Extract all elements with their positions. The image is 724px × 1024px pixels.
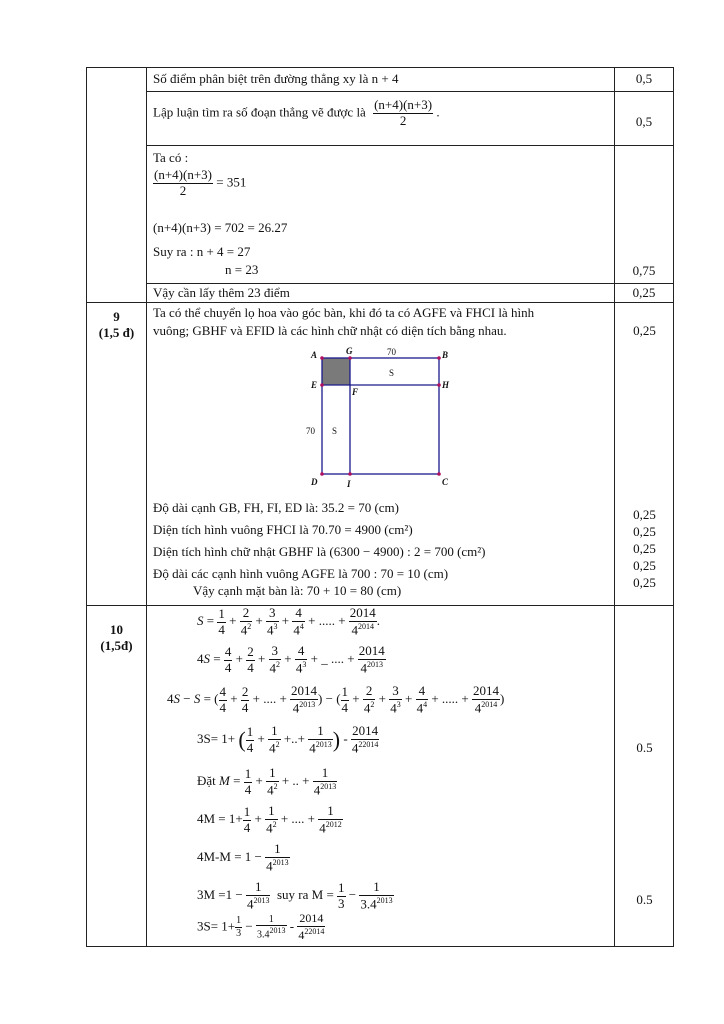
point-h — [437, 383, 441, 387]
content-cell — [147, 284, 615, 303]
q9-intro-line1: Ta có thể chuyển lọ hoa vào góc bàn, khi đó ta có AGFE và FHCI là hình — [153, 305, 535, 320]
q9-line: Diện tích hình chữ nhật GBHF là (6300 − 4900) : 2 = 700 (cm²) — [153, 544, 486, 559]
table-corner-figure — [297, 345, 457, 490]
equation: Suy ra : n + 4 = 27 — [153, 244, 251, 259]
mark-cell — [615, 284, 674, 303]
label-g: G — [346, 346, 353, 356]
q9-intro-line2: vuông; GBHF và EFID là các hình chữ nhật có diện tích bằng nhau. — [153, 323, 507, 338]
equation-4m: 4M = 1+ $\frac{1}{4}$ + $\frac{1}{4^2}$ + .... + $\frac{1}{4^{2012}}$ — [197, 803, 342, 836]
label-b: B — [442, 350, 449, 360]
label-i: I — [347, 479, 351, 489]
mark-cell — [615, 92, 674, 146]
equation-4s: 4S = $\frac{4}{4}$ + $\frac{2}{4}$ + $\frac{3}{4^2}$ + $\frac{4}{4^3}$ + _ .... + $\frac{2014}{4^{2013}}$ — [197, 643, 385, 676]
label-s-top: S — [389, 368, 395, 378]
content-cell: Lập luận tìm ra số đoạn thẳng vẽ được là $\frac{(n+4)(n+3)}{2}$ . — [147, 92, 615, 146]
table-row — [87, 284, 674, 303]
square-agfe-shaded — [322, 358, 350, 385]
point-i — [348, 472, 352, 476]
mark: 0,5 — [635, 114, 653, 129]
equation-s: S = $\frac{1}{4}$ + $\frac{2}{4^2}$ + $\frac{3}{4^3}$ + $\frac{4}{4^4}$ + ..... + $\frac{2014}{4^{2014}}$ . — [197, 605, 381, 638]
answer-table — [86, 67, 674, 947]
label-h: H — [442, 380, 450, 390]
row2-text: Lập luận tìm ra số đoạn thẳng vẽ được là — [153, 104, 366, 120]
equation-4m-minus-m: 4M-M = 1 − $\frac{1}{4^{2013}}$ — [197, 841, 289, 874]
equation-dat-m: Đặt M = $\frac{1}{4}$ + $\frac{1}{4^2}$ + .. + $\frac{1}{4^{2013}}$ — [197, 765, 337, 798]
table-row — [87, 92, 674, 146]
label-a: A — [311, 350, 318, 360]
table-row — [87, 303, 674, 606]
table-row — [87, 146, 674, 284]
q9-line: Vậy cạnh mặt bàn là: 70 + 10 = 80 (cm) — [193, 583, 402, 598]
equation-3m: 3M =1 − $\frac{1}{4^{2013}}$ suy ra M = $\frac{1}{3}$ − $\frac{1}{3.4^{2013}}$ — [197, 879, 393, 912]
point-e — [320, 383, 324, 387]
label-e: E — [311, 380, 318, 390]
mark: 0,25 — [633, 524, 656, 539]
label-c: C — [442, 477, 449, 487]
equation-3s-final: 3S= 1+ $\frac{1}{3}$ − $\frac{1}{3.4^{2013}}$ - $\frac{2014}{4^{22014}}$ — [197, 911, 325, 942]
fraction: $\frac{(n+4)(n+3)}{2}$ — [154, 167, 212, 198]
row1-text: Số điểm phân biệt trên đường thẳng xy là n + 4 — [153, 71, 399, 86]
mark: 0,25 — [633, 558, 656, 573]
question-points: (1,5 đ) — [98, 325, 135, 340]
mark: 0,5 — [635, 71, 653, 86]
content-cell: Ta có : $\frac{(n+4)(n+3)}{2}$ = 351 (n+4)(n+3) = 702 = 26.27 Suy ra : n + 4 = 27 n = 23 — [147, 146, 615, 284]
mark: 0,25 — [633, 541, 656, 556]
equation: (n+4)(n+3) = 702 = 26.27 — [153, 220, 288, 235]
label-f: F — [352, 387, 359, 397]
ta-co-label: Ta có : — [153, 150, 189, 165]
point-g — [348, 356, 352, 360]
label-left-length: 70 — [306, 426, 315, 436]
q9-line: Độ dài các cạnh hình vuông AGFE là 700 : 70 = 10 (cm) — [153, 566, 449, 581]
label-d: D — [311, 477, 318, 487]
mark: 0.5 — [636, 740, 653, 755]
mark: 0,75 — [632, 263, 656, 278]
mark: 0,25 — [632, 285, 656, 300]
mark-cell — [615, 303, 674, 606]
label-s-left: S — [332, 426, 338, 436]
content-cell — [147, 303, 615, 606]
fraction: $\frac{(n+4)(n+3)}{2}$ — [374, 97, 433, 128]
label-top-length: 70 — [387, 347, 396, 357]
mark: 0.5 — [636, 892, 653, 907]
question-number-cell — [87, 606, 147, 947]
point-b — [437, 356, 441, 360]
mark-cell — [615, 146, 674, 284]
q9-line: Độ dài cạnh GB, FH, FI, ED là: 35.2 = 70 (cm) — [153, 500, 399, 515]
row4-text: Vậy cần lấy thêm 23 điểm — [153, 285, 290, 300]
point-d — [320, 472, 324, 476]
equation: n = 23 — [225, 262, 259, 277]
mark-cell — [615, 606, 674, 947]
content-cell — [147, 68, 615, 92]
mark: 0,25 — [633, 507, 656, 522]
question-number-cell — [87, 303, 147, 606]
table-row — [87, 606, 674, 947]
point-a — [320, 356, 324, 360]
equation-3s: 3S= 1+ ( $\frac{1}{4}$ + $\frac{1}{4^2}$ +..+ $\frac{1}{4^{2013}}$ ) - $\frac{2014}{4^{22014}}$ — [197, 723, 379, 756]
question-number: 9 — [113, 309, 120, 324]
q9-line: Diện tích hình vuông FHCI là 70.70 = 4900 (cm²) — [153, 522, 413, 537]
table-row — [87, 68, 674, 92]
equation-4s-minus-s: 4S − S = ( $\frac{4}{4}$ + $\frac{2}{4}$ + .... + $\frac{2014}{4^{2013}}$ ) − ( $\frac{1}{4}$ + $\frac{2}{4^2}$ + $\frac{3}{4^3}$ + $\frac{4}{4^4}$ + ..... + $\frac{2014}{4^{2014}}$ ) — [167, 683, 505, 716]
mark: 0,25 — [633, 575, 656, 590]
question-number: 10 — [110, 622, 123, 637]
question-points: (1,5đ) — [100, 638, 133, 653]
question-number-cell-empty — [87, 68, 147, 303]
mark-cell — [615, 68, 674, 92]
content-cell — [147, 606, 615, 947]
point-c — [437, 472, 441, 476]
mark: 0,25 — [633, 323, 656, 338]
